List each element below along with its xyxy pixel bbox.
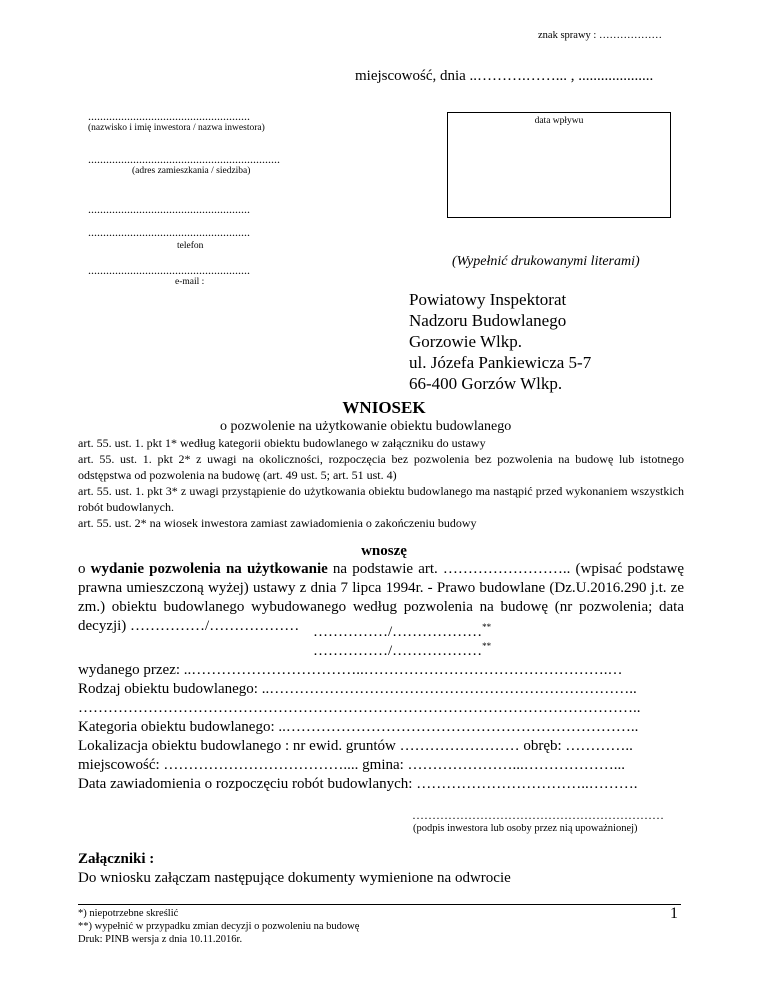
received-date-label: data wpływu (534, 116, 584, 126)
article-option-2: art. 55. ust. 1. pkt 2* z uwagi na okoliczności, rozpoczęcia bez pozwolenia bez pozwolenia na budowę lub istotnego odstępstwa od pozwolenia na budowę (art. 49 ust. 5; art. 51 ust. 4) (78, 452, 684, 482)
footer-note-2: **) wypełnić w przypadku zmian decyzji o pozwoleniu na budowę (78, 921, 360, 932)
decision-line-2: ……………/………………** (313, 641, 492, 659)
page-number: 1 (670, 905, 678, 922)
article-option-3: art. 55. ust. 1. pkt 3* z uwagi przystąpienie do użytkowania obiektu budowlanego ma nastąpić przed wykonaniem wszystkich robót budowlanych. (78, 484, 684, 514)
request-prefix: o (78, 561, 91, 577)
article-option-4: art. 55. ust. 2* na wiosek inwestora zamiast zawiadomienia o zakończeniu budowy (78, 516, 477, 530)
recipient-line-2: Nadzoru Budowlanego (409, 311, 567, 330)
applicant-phone-label: telefon (177, 241, 204, 251)
footer-notes (78, 907, 359, 946)
field-start-notice-date[interactable]: Data zawiadomienia o rozpoczęciu robót budowlanych: ……………………………..………. (78, 776, 638, 792)
place-date: miejscowość, dnia ..……….……... , .................... (355, 68, 654, 84)
applicant-name-label: (nazwisko i imię inwestora / nazwa inwestora) (88, 123, 265, 133)
received-date-box (447, 112, 671, 218)
applicant-phone-line: ...................................................... (88, 225, 250, 239)
field-object-type[interactable]: Rodzaj obiektu budowlanego: ..……………………………………………………………….. (78, 681, 637, 697)
footnote-mark-1: ** (482, 622, 492, 632)
applicant-address-line: ................................................................ (88, 152, 280, 166)
field-location[interactable]: Lokalizacja obiektu budowlanego : nr ewid. gruntów …………………… obręb: ………….. (78, 738, 633, 754)
article-options (78, 435, 684, 531)
case-number: znak sprawy : ……………… (538, 30, 662, 41)
recipient-address (409, 289, 591, 394)
footer-note-1: *) niepotrzebne skreślić (78, 908, 179, 919)
article-option-1: art. 55. ust. 1. pkt 1* według kategorii obiektu budowlanego w załączniku do ustawy (78, 436, 486, 450)
request-heading: wnoszę (361, 543, 407, 559)
recipient-line-4: ul. Józefa Pankiewicza 5-7 (409, 353, 592, 372)
recipient-line-3: Gorzowie Wlkp. (409, 332, 522, 351)
footer-divider (78, 904, 681, 905)
field-object-type-cont[interactable]: ………………………………………………………………………………………………….. (78, 700, 641, 716)
request-bold-text: wydanie pozwolenia na użytkowanie (90, 561, 328, 577)
attachments-text: Do wniosku załączam następujące dokumenty wymienione na odwrocie (78, 870, 511, 886)
request-body-text: na podstawie art. …………………….. (wpisać podstawę prawna umieszczoną wyżej) ustawy z dnia 7 lipca 1994r. - Prawo budowlane (Dz.U.2016.290 j.t. ze zm.) obiektu budowlanego wybudowanego według pozwolenia na budowę (nr pozwolenia; data decyzji) ……………/……………… (78, 561, 684, 634)
signature-label: (podpis inwestora lub osoby przez nią upoważnionej) (413, 823, 638, 834)
applicant-address-label: (adres zamieszkania / siedziba) (132, 166, 251, 176)
form-fields (78, 661, 641, 794)
field-town-commune[interactable]: miejscowość: ……………………………….... gmina: …………………...………………... (78, 757, 626, 773)
recipient-line-5: 66-400 Gorzów Wlkp. (409, 374, 563, 393)
applicant-email-label: e-mail : (175, 277, 205, 287)
applicant-extra-line: ...................................................... (88, 202, 250, 216)
document-title: WNIOSEK (342, 398, 426, 417)
field-object-category[interactable]: Kategoria obiektu budowlanego: ..…………………………………………………………….. (78, 719, 639, 735)
applicant-name-line: ...................................................... (88, 109, 250, 123)
footnote-mark-2: ** (482, 641, 492, 651)
footer-note-3: Druk: PINB wersja z dnia 10.11.2016r. (78, 934, 243, 945)
document-subtitle: o pozwolenie na użytkowanie obiektu budowlanego (220, 419, 512, 434)
signature-line[interactable]: ……………………………………………………… (412, 808, 664, 822)
attachments-heading: Załączniki : (78, 851, 155, 867)
recipient-line-1: Powiatowy Inspektorat (409, 290, 567, 309)
applicant-email-line: ...................................................... (88, 263, 250, 277)
instruction-text: (Wypełnić drukowanymi literami) (452, 254, 640, 269)
field-issued-by[interactable]: wydanego przez: ..……………………………..………………………………………….… (78, 662, 623, 678)
decision-line-1: ……………/………………** (313, 622, 492, 640)
